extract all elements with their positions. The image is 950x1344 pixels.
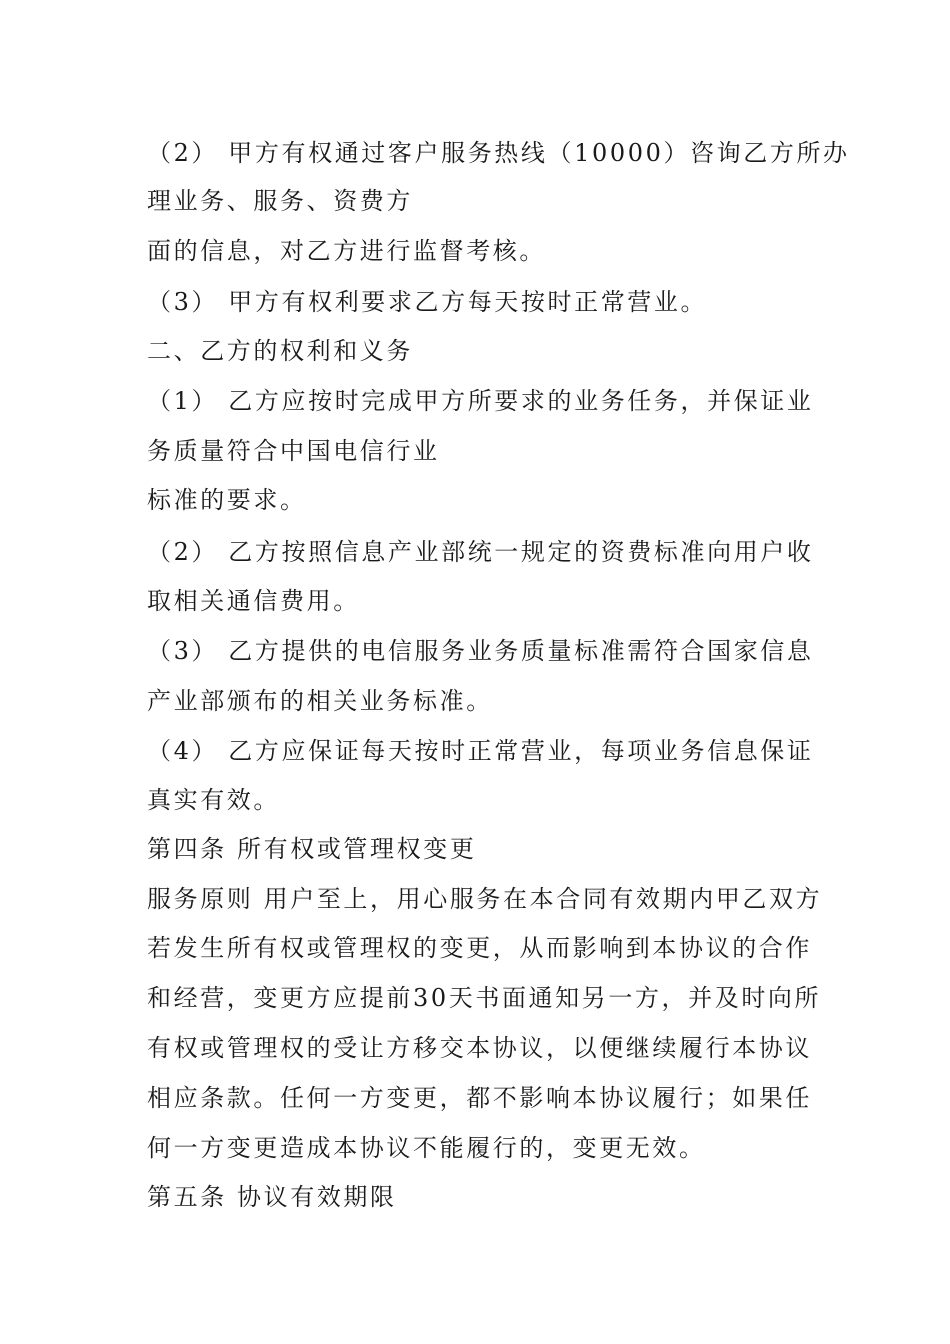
text-line: （2） 乙方按照信息产业部统一规定的资费标准向用户收 xyxy=(147,538,814,566)
text-line: （2） 甲方有权通过客户服务热线（10000）咨询乙方所办 xyxy=(147,139,850,167)
text-line: （1） 乙方应按时完成甲方所要求的业务任务，并保证业 xyxy=(147,387,814,415)
section-heading: 二、乙方的权利和义务 xyxy=(147,337,413,365)
article-heading: 第五条 协议有效期限 xyxy=(147,1183,397,1211)
text-line: 和经营，变更方应提前30天书面通知另一方，并及时向所 xyxy=(147,984,822,1012)
text-line: 相应条款。任何一方变更，都不影响本协议履行；如果任 xyxy=(147,1084,812,1112)
text-line: 取相关通信费用。 xyxy=(147,587,360,615)
text-line: 真实有效。 xyxy=(147,786,280,814)
text-line: （3） 甲方有权利要求乙方每天按时正常营业。 xyxy=(147,288,708,316)
text-line: 若发生所有权或管理权的变更，从而影响到本协议的合作 xyxy=(147,934,812,962)
text-line: 理业务、服务、资费方 xyxy=(147,187,413,215)
text-line: （3） 乙方提供的电信服务业务质量标准需符合国家信息 xyxy=(147,637,814,665)
text-line: 何一方变更造成本协议不能履行的，变更无效。 xyxy=(147,1134,706,1162)
text-line: （4） 乙方应保证每天按时正常营业，每项业务信息保证 xyxy=(147,737,814,765)
article-heading: 第四条 所有权或管理权变更 xyxy=(147,835,477,863)
text-line: 产业部颁布的相关业务标准。 xyxy=(147,687,493,715)
text-line: 有权或管理权的受让方移交本协议，以便继续履行本协议 xyxy=(147,1034,812,1062)
text-line: 服务原则 用户至上，用心服务在本合同有效期内甲乙双方 xyxy=(147,885,823,913)
text-line: 务质量符合中国电信行业 xyxy=(147,437,440,465)
text-line: 面的信息，对乙方进行监督考核。 xyxy=(147,237,546,265)
text-line: 标准的要求。 xyxy=(147,486,307,514)
